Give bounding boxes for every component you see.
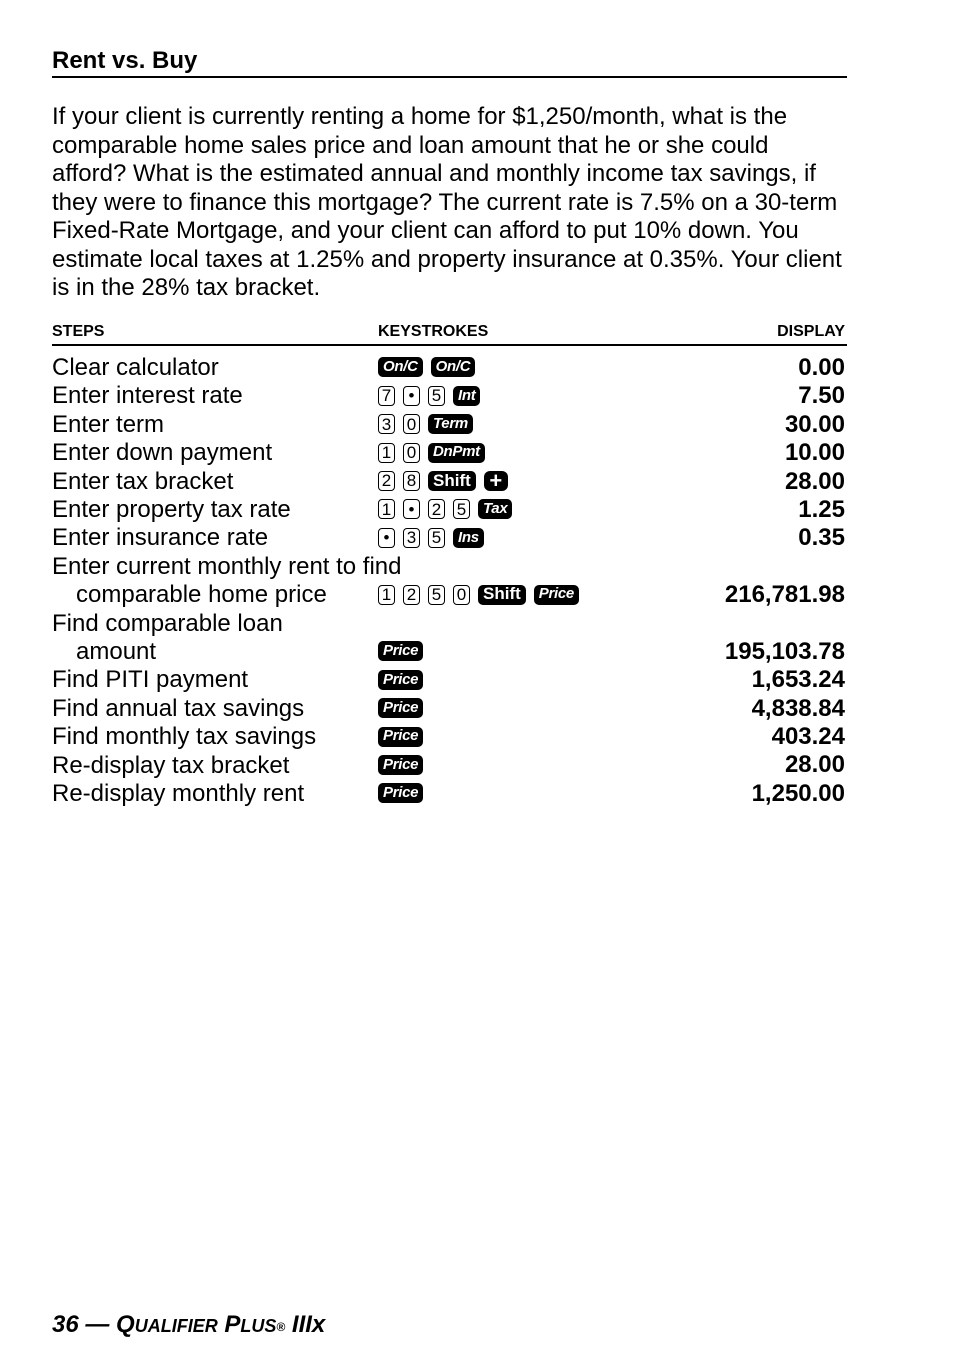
digit-0-key-icon: 0: [403, 414, 420, 434]
display-value: 216,781.98: [724, 581, 845, 609]
keystroke-sequence: [378, 668, 423, 692]
display-column-header: DISPLAY: [777, 323, 845, 340]
display-value: 28.00: [784, 751, 845, 779]
display-value: 30.00: [784, 410, 845, 438]
display-value: 4,838.84: [751, 694, 845, 722]
step-text: Clear calculator: [52, 354, 219, 381]
price-key-icon: Price: [378, 783, 423, 803]
section-heading: [52, 46, 847, 78]
product-name: QUALIFIER PLUS® IIIx: [116, 1311, 326, 1338]
step-text: Enter interest rate: [52, 382, 243, 410]
step-text: Find annual tax savings: [52, 694, 305, 722]
table-row: [52, 553, 847, 610]
step-description: [52, 354, 219, 382]
table-row: [52, 610, 847, 667]
step-description: [52, 553, 402, 610]
step-description: [52, 666, 248, 694]
tax-key-icon: Tax: [478, 499, 512, 519]
digit-0-key-icon: 0: [453, 585, 470, 605]
step-description: [52, 752, 289, 780]
keystroke-sequence: [378, 526, 484, 550]
digit-2-key-icon: 2: [403, 585, 420, 605]
keystroke-sequence: [378, 412, 473, 436]
step-text-continued: comparable home price: [76, 581, 327, 609]
keystroke-sequence: [378, 725, 423, 749]
step-description: [52, 439, 272, 467]
keystroke-sequence: [378, 384, 480, 408]
keystroke-sequence: [378, 639, 423, 663]
table-row: [52, 723, 847, 751]
price-key-icon: Price: [378, 727, 423, 747]
table-row: [52, 780, 847, 808]
digit-0-key-icon: 0: [403, 443, 420, 463]
keystroke-sequence: [378, 441, 485, 465]
keystroke-sequence: [378, 355, 475, 379]
digit-3-key-icon: 3: [403, 528, 420, 548]
table-row: [52, 496, 847, 524]
digit-5-key-icon: 5: [428, 386, 445, 406]
digit-1-key-icon: 1: [378, 443, 395, 463]
display-value: 0.00: [798, 353, 845, 381]
price-key-icon: Price: [378, 698, 423, 718]
display-value: 7.50: [798, 382, 845, 410]
step-text: Re-display monthly rent: [52, 779, 305, 807]
on-c-key-icon: On/C: [378, 357, 423, 377]
step-description: [52, 524, 268, 552]
step-description: [52, 610, 283, 667]
keystroke-sequence: [378, 583, 579, 607]
price-key-icon: Price: [378, 755, 423, 775]
step-description: [52, 468, 233, 496]
display-value: 195,103.78: [724, 637, 845, 665]
digit-5-key-icon: 5: [428, 528, 445, 548]
display-value: 28.00: [784, 467, 845, 495]
decimal-key-icon: •: [403, 386, 420, 406]
digit-1-key-icon: 1: [378, 585, 395, 605]
display-value: 403.24: [771, 723, 845, 751]
digit-1-key-icon: 1: [378, 499, 395, 519]
keystroke-sequence: [378, 497, 512, 521]
on-c-key-icon: On/C: [431, 357, 476, 377]
step-text: Enter term: [52, 410, 165, 438]
steps-table: [52, 354, 847, 808]
step-text: Find comparable loan: [52, 609, 283, 637]
display-value: 1.25: [798, 495, 845, 523]
display-value: 1,250.00: [751, 779, 845, 807]
keystroke-sequence: [378, 753, 423, 777]
price-key-icon: Price: [534, 585, 579, 605]
keystrokes-column-header: KEYSTROKES: [378, 323, 489, 340]
step-description: [52, 780, 304, 808]
keystroke-sequence: [378, 696, 423, 720]
step-text: Re-display tax bracket: [52, 751, 290, 779]
keystroke-sequence: [378, 781, 423, 805]
step-text-continued: amount: [76, 637, 157, 665]
step-text: Enter down payment: [52, 439, 273, 467]
ins-key-icon: Ins: [453, 528, 484, 548]
table-row: [52, 695, 847, 723]
price-key-icon: Price: [378, 641, 423, 661]
manual-page: [52, 0, 847, 1372]
table-header: [52, 320, 847, 346]
table-row: [52, 439, 847, 467]
int-key-icon: Int: [453, 386, 480, 406]
table-row: [52, 524, 847, 552]
digit-5-key-icon: 5: [453, 499, 470, 519]
digit-7-key-icon: 7: [378, 386, 395, 406]
step-description: [52, 695, 304, 723]
step-description: [52, 382, 243, 410]
table-row: [52, 354, 847, 382]
step-text: Enter tax bracket: [52, 467, 234, 495]
decimal-key-icon: •: [403, 499, 420, 519]
keystroke-sequence: [378, 469, 508, 493]
page-number: 36: [52, 1311, 79, 1338]
steps-column-header: STEPS: [52, 323, 105, 340]
digit-2-key-icon: 2: [428, 499, 445, 519]
digit-2-key-icon: 2: [378, 471, 395, 491]
step-text: Enter current monthly rent to find: [52, 552, 402, 580]
table-row: [52, 752, 847, 780]
term-key-icon: Term: [428, 414, 473, 434]
section-title: Rent vs. Buy: [52, 47, 198, 74]
display-value: 0.35: [798, 524, 845, 552]
price-key-icon: Price: [378, 670, 423, 690]
display-value: 1,653.24: [751, 666, 845, 694]
step-description: [52, 723, 316, 751]
plus-key-icon: +: [484, 471, 508, 491]
table-row: [52, 468, 847, 496]
table-row: [52, 382, 847, 410]
page-footer: [52, 1309, 325, 1342]
intro-paragraph: If your client is currently renting a home for $1,250/month, what is the comparable home sales price and loan amount that he or she could afford? What is the estimated annual and monthly income tax savings, if they were to finance this mortgage? The current rate is 7.5% on a 30-term Fixed-Rate Mortgage, and your client can afford to put 10% down. You estimate local taxes at 1.25% and property insurance at 0.35%. Your client is in the 28% tax bracket.: [52, 103, 842, 301]
step-description: [52, 411, 164, 439]
shift-key-icon: Shift: [428, 471, 476, 491]
decimal-key-icon: •: [378, 528, 395, 548]
step-description: [52, 496, 291, 524]
table-row: [52, 666, 847, 694]
digit-8-key-icon: 8: [403, 471, 420, 491]
digit-5-key-icon: 5: [428, 585, 445, 605]
step-text: Enter property tax rate: [52, 495, 291, 523]
footer-dash: —: [85, 1311, 110, 1338]
down-payment-key-icon: DnPmt: [428, 443, 485, 463]
display-value: 10.00: [784, 439, 845, 467]
shift-key-icon: Shift: [478, 585, 526, 605]
table-row: [52, 411, 847, 439]
digit-3-key-icon: 3: [378, 414, 395, 434]
step-text: Find PITI payment: [52, 666, 249, 694]
step-text: Find monthly tax savings: [52, 723, 317, 751]
step-text: Enter insurance rate: [52, 524, 269, 552]
